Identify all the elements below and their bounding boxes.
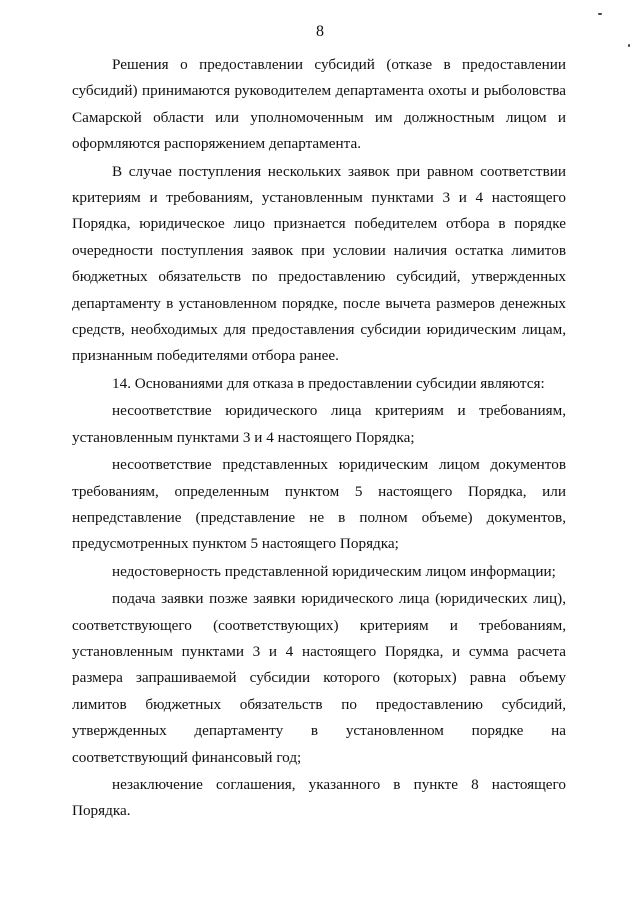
paragraph-item-14-heading: 14. Основаниями для отказа в предоставлении субсидии являются: (112, 374, 545, 392)
paragraph-ground-late-application: подача заявки позже заявки юридического лица (юридических лиц), соответствующего (соответствующих) критериям и требованиям, установленным пунктами 3 и 4 настоящего Порядка, и сумма расчета размера запрашиваемой субсидии которого (которых) равна объему лимитов бюджетных обязательств по предоставлению субсидий, утвержденных департаменту в установленном порядке на соответствующий финансовый год; (72, 590, 566, 766)
paragraph-decisions: Решения о предоставлении субсидий (отказе в предоставлении субсидий) принимаются руководителем департамента охоты и рыболовства Самарской области или уполномоченным им должностным лицом и оформляются распоряжением департамента. (72, 56, 566, 153)
scan-speck (598, 13, 602, 15)
paragraph-ground-documents-mismatch: несоответствие представленных юридическим лицом документов требованиям, определенным пунктом 5 настоящего Порядка, или непредставление (представление не в полном объеме) документов, предусмотренных пунктом 5 настоящего Порядка; (72, 456, 566, 553)
scan-speck (628, 44, 630, 47)
paragraph-ground-criteria-mismatch: несоответствие юридического лица критериям и требованиям, установленным пунктами 3 и 4 настоящего Порядка; (72, 402, 566, 446)
paragraph-multiple-applications: В случае поступления нескольких заявок при равном соответствии критериям и требованиям, установленным пунктами 3 и 4 настоящего Порядка, юридическое лицо признается победителем отбора в порядке очередности поступления заявок при условии наличия остатка лимитов бюджетных обязательств по предоставлению субсидий, утвержденных департаменту в установленном порядке, после вычета размеров денежных средств, необходимых для предоставления субсидии юридическим лицам, признанным победителями отбора ранее. (72, 162, 566, 365)
page-number: 8 (316, 23, 324, 40)
paragraph-ground-no-agreement: незаключение соглашения, указанного в пункте 8 настоящего Порядка. (72, 775, 566, 820)
paragraph-ground-unreliable-info: недостоверность представленной юридическим лицом информации; (112, 562, 556, 580)
document-body (72, 52, 566, 825)
